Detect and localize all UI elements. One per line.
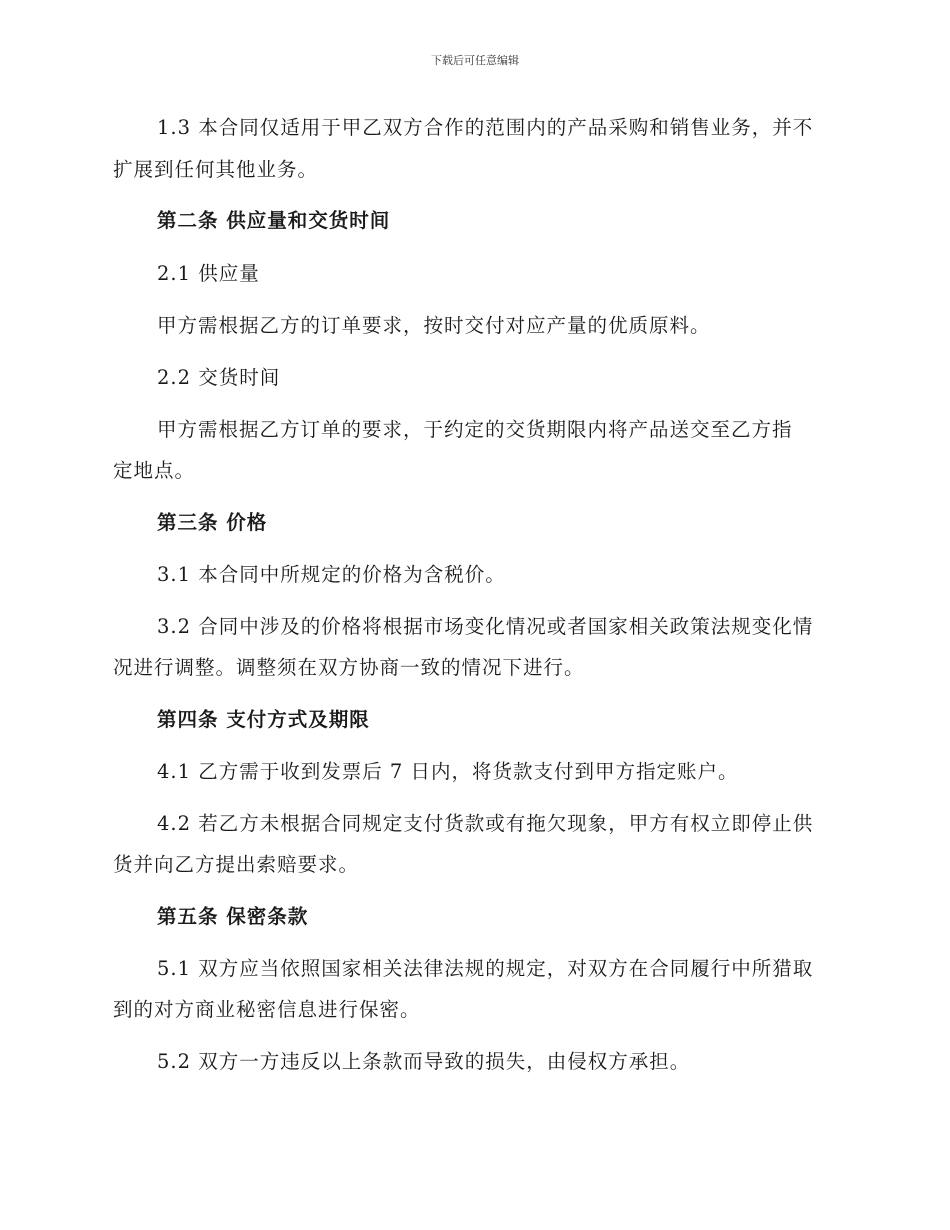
clause-5-2: 5.2 双方一方违反以上条款而导致的损失，由侵权方承担。 [157,1050,691,1073]
section-3-heading: 第三条 价格 [157,511,268,534]
clause-1-3-line-1: 1.3 本合同仅适用于甲乙双方合作的范围内的产品采购和销售业务，并不 [157,116,814,139]
section-2-heading: 第二条 供应量和交货时间 [157,209,391,232]
clause-2-2-line-1: 甲方需根据乙方订单的要求，于约定的交货期限内将产品送交至乙方指 [157,418,793,441]
clause-5-1-line-2: 到的对方商业秘密信息进行保密。 [113,998,421,1021]
section-4-heading: 第四条 支付方式及期限 [157,708,370,731]
clause-2-2-title: 2.2 交货时间 [157,366,281,389]
clause-4-1: 4.1 乙方需于收到发票后 7 日内，将货款支付到甲方指定账户。 [157,760,739,783]
clause-3-1: 3.1 本合同中所规定的价格为含税价。 [157,563,506,586]
clause-2-1-text: 甲方需根据乙方的订单要求，按时交付对应产量的优质原料。 [157,314,711,337]
page-header: 下载后可任意编辑 [431,54,519,67]
clause-5-1-line-1: 5.1 双方应当依照国家相关法律法规的规定，对双方在合同履行中所猎取 [157,957,814,980]
section-5-heading: 第五条 保密条款 [157,905,309,928]
clause-4-2-line-2: 货并向乙方提出索赔要求。 [113,853,360,876]
clause-2-2-line-2: 定地点。 [113,459,196,482]
clause-3-2-line-2: 况进行调整。调整须在双方协商一致的情况下进行。 [113,656,585,679]
clause-2-1-title: 2.1 供应量 [157,262,260,285]
clause-4-2-line-1: 4.2 若乙方未根据合同规定支付货款或有拖欠现象，甲方有权立即停止供 [157,812,814,835]
clause-1-3-line-2: 扩展到任何其他业务。 [113,158,319,181]
clause-3-2-line-1: 3.2 合同中涉及的价格将根据市场变化情况或者国家相关政策法规变化情 [157,615,814,638]
